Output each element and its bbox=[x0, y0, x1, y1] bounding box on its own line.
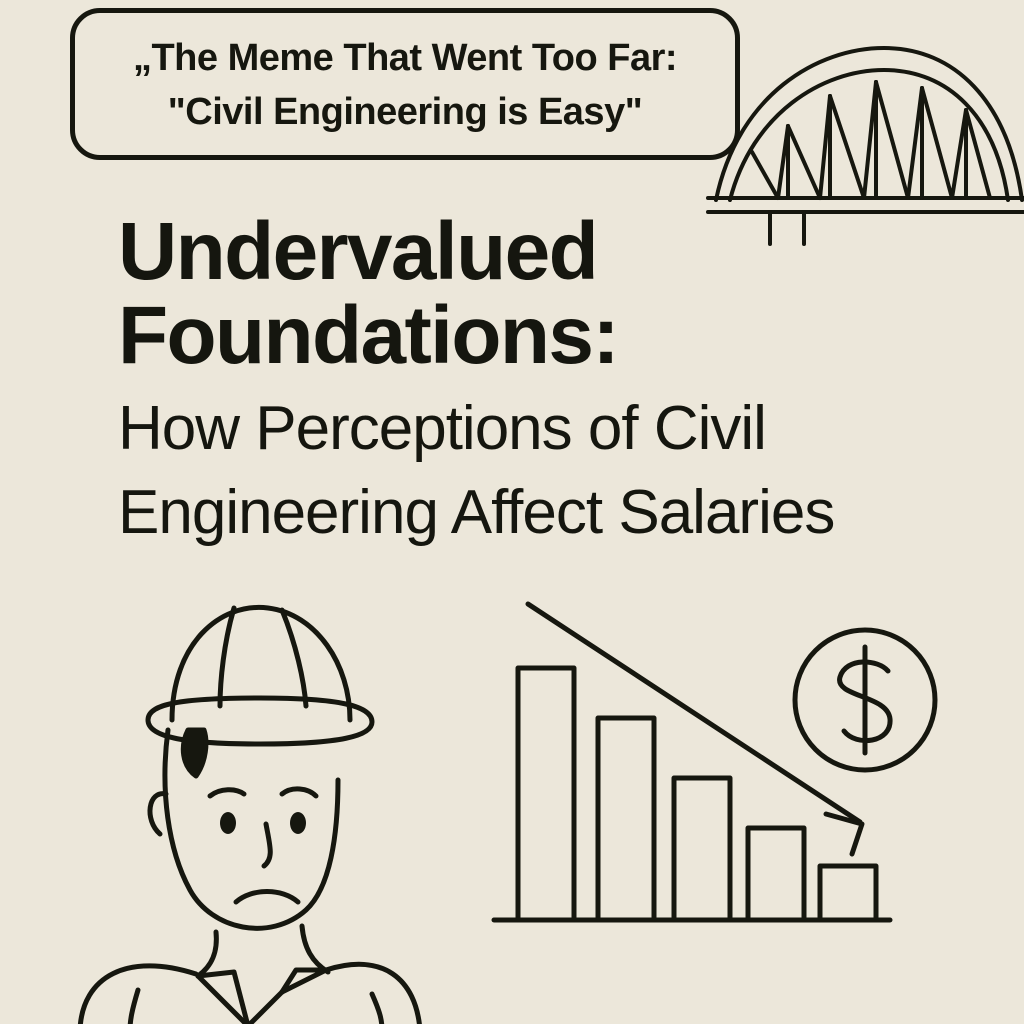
headline-sub-line-2: Engineering Affect Salaries bbox=[118, 478, 835, 548]
page-title bbox=[118, 206, 958, 548]
speech-bubble-line-1: „The Meme That Went Too Far: bbox=[132, 37, 678, 79]
headline-main-line-2: Foundations: bbox=[118, 290, 619, 382]
dollar-sign-circle-icon bbox=[790, 625, 940, 775]
headline-sub-line-1: How Perceptions of Civil bbox=[118, 393, 766, 463]
headline-main-line-1: Undervalued bbox=[118, 206, 598, 297]
speech-bubble bbox=[70, 8, 740, 160]
construction-worker-icon bbox=[20, 580, 440, 1024]
speech-bubble-line-2: "Civil Engineering is Easy" bbox=[167, 91, 643, 133]
